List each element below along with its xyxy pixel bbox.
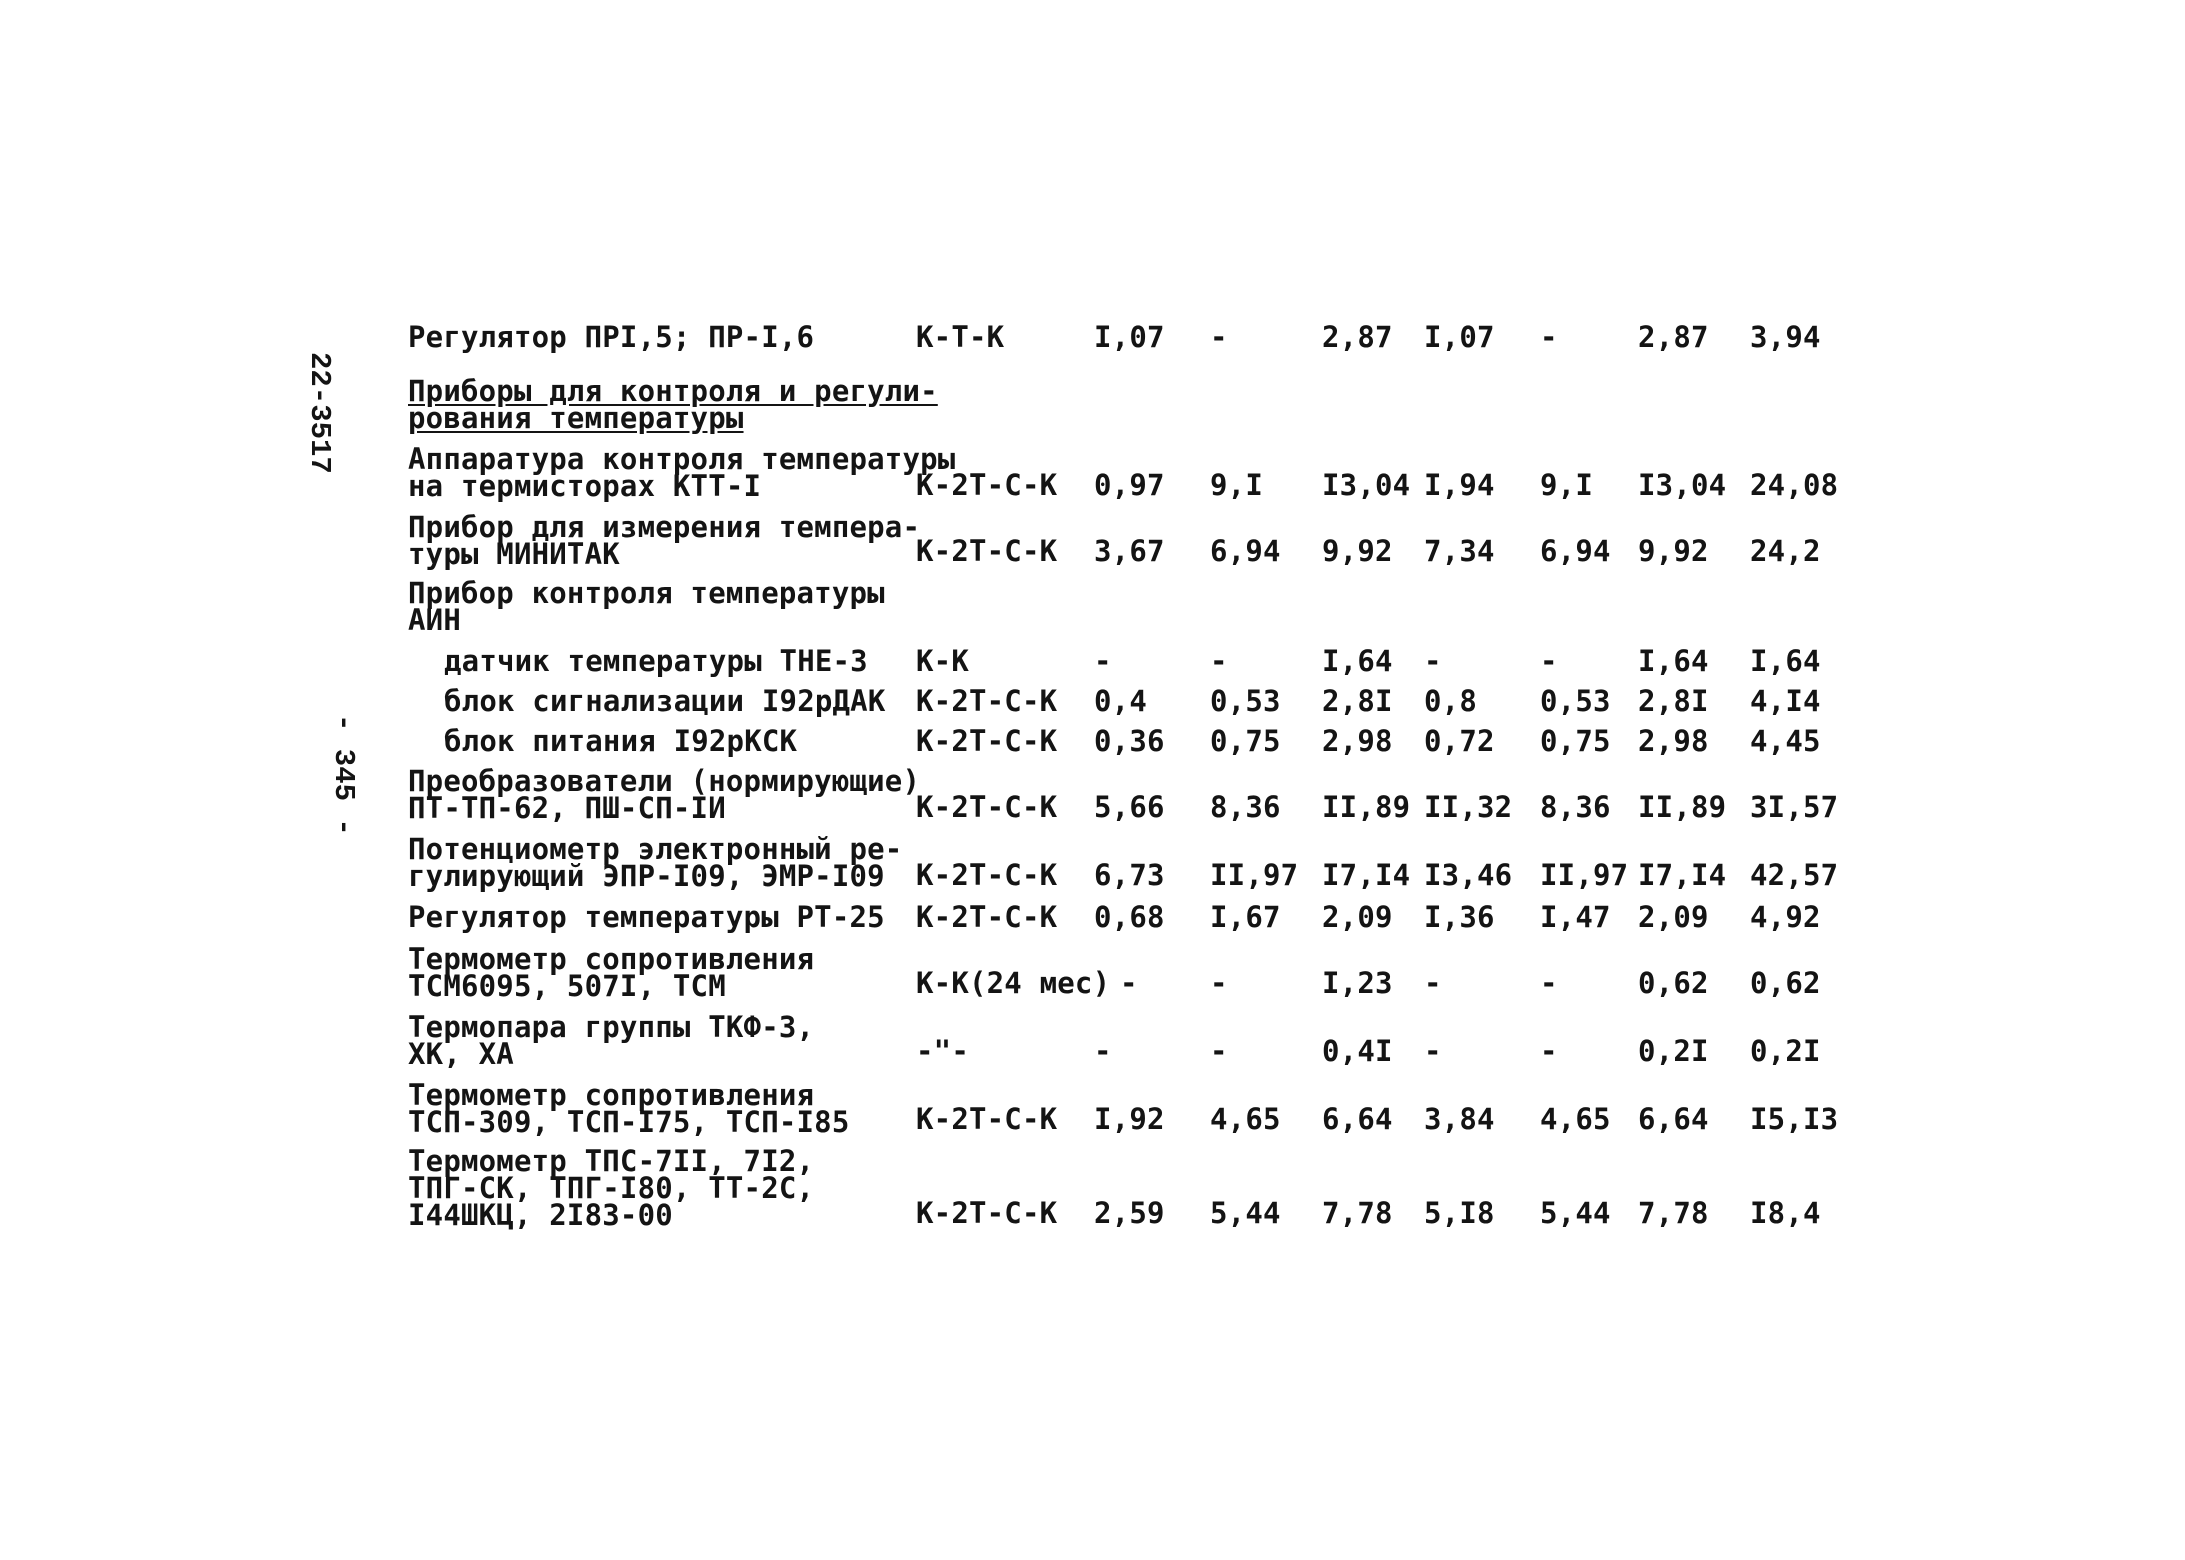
total-cell: 24,2	[1750, 534, 1821, 568]
value-cell: 3,84	[1424, 1102, 1495, 1136]
value-cell: 6,94	[1210, 534, 1281, 568]
value-cell: 0,4I	[1322, 1034, 1393, 1068]
value-cell: II,97	[1540, 858, 1629, 892]
value-cell: 0,36	[1094, 724, 1165, 758]
value-cell: 7,78	[1322, 1196, 1393, 1230]
value-cell: 6,73	[1094, 858, 1165, 892]
value-cell: 0,2I	[1638, 1034, 1709, 1068]
value-cell: 0,75	[1540, 724, 1611, 758]
total-cell: I5,I3	[1750, 1102, 1839, 1136]
value-cell: -	[1094, 644, 1112, 678]
item-name: Регулятор температуры РТ-25	[408, 900, 885, 934]
value-cell: 7,34	[1424, 534, 1495, 568]
total-cell: 4,I4	[1750, 684, 1821, 718]
cost-code: -"-	[916, 1034, 969, 1068]
total-cell: 4,92	[1750, 900, 1821, 934]
item-name: блок питания I92рКСК	[444, 724, 798, 758]
item-name: Потенциометр электронный ре- гулирующий ЭПР-I09, ЭМР-I09	[408, 832, 903, 893]
value-cell: 2,8I	[1322, 684, 1393, 718]
value-cell: I,07	[1424, 320, 1495, 354]
value-cell: I3,46	[1424, 858, 1513, 892]
value-cell: 9,92	[1322, 534, 1393, 568]
item-name: Аппаратура контроля температуры на термисторах КТТ-I	[408, 442, 956, 503]
value-cell: 9,92	[1638, 534, 1709, 568]
cost-code: К-2Т-С-К	[916, 790, 1058, 824]
total-cell: 3I,57	[1750, 790, 1839, 824]
value-cell: 5,44	[1210, 1196, 1281, 1230]
value-cell: 2,8I	[1638, 684, 1709, 718]
page-number: - 345 -	[327, 714, 360, 836]
value-cell: I,92	[1094, 1102, 1165, 1136]
value-cell: 0,62	[1638, 966, 1709, 1000]
item-name: Прибор для измерения темпера- туры МИНИТАК	[408, 510, 921, 571]
item-name: датчик температуры ТНЕ-3	[444, 644, 868, 678]
value-cell: II,89	[1322, 790, 1411, 824]
value-cell: 2,98	[1638, 724, 1709, 758]
value-cell: -	[1424, 1034, 1442, 1068]
cost-code: К-2Т-С-К	[916, 1102, 1058, 1136]
value-cell: 7,78	[1638, 1196, 1709, 1230]
value-cell: 0,53	[1210, 684, 1281, 718]
value-cell: 2,09	[1638, 900, 1709, 934]
value-cell: I,07	[1094, 320, 1165, 354]
item-name: Регулятор ПРI,5; ПР-I,6	[408, 320, 815, 354]
value-cell: I,23	[1322, 966, 1393, 1000]
value-cell: II,97	[1210, 858, 1299, 892]
total-cell: 42,57	[1750, 858, 1839, 892]
value-cell: 2,98	[1322, 724, 1393, 758]
value-cell: -	[1540, 1034, 1558, 1068]
value-cell: 6,64	[1638, 1102, 1709, 1136]
item-name: Термометр сопротивления ТСМ6095, 507I, ТСМ	[408, 942, 815, 1003]
cost-code: К-Т-К	[916, 320, 1005, 354]
value-cell: 4,65	[1210, 1102, 1281, 1136]
value-cell: -	[1424, 644, 1442, 678]
item-name: Преобразователи (нормирующие) ПТ-ТП-62, ПШ-СП-IИ	[408, 764, 921, 825]
value-cell: I7,I4	[1322, 858, 1411, 892]
value-cell: 2,87	[1638, 320, 1709, 354]
value-cell: -	[1210, 320, 1228, 354]
item-name: Термопара группы ТКФ-3, ХК, ХА	[408, 1010, 815, 1071]
cost-code: К-2Т-С-К	[916, 684, 1058, 718]
value-cell: I,64	[1638, 644, 1709, 678]
value-cell: 0,4	[1094, 684, 1147, 718]
value-cell: -	[1120, 966, 1138, 1000]
value-cell: 5,I8	[1424, 1196, 1495, 1230]
cost-code: К-2Т-С-К	[916, 724, 1058, 758]
cost-code: К-2Т-С-К	[916, 858, 1058, 892]
value-cell: -	[1210, 644, 1228, 678]
value-cell: II,89	[1638, 790, 1727, 824]
value-cell: 0,75	[1210, 724, 1281, 758]
value-cell: I,67	[1210, 900, 1281, 934]
value-cell: 8,36	[1540, 790, 1611, 824]
value-cell: 0,97	[1094, 468, 1165, 502]
value-cell: I7,I4	[1638, 858, 1727, 892]
value-cell: 0,72	[1424, 724, 1495, 758]
value-cell: 8,36	[1210, 790, 1281, 824]
value-cell: I3,04	[1638, 468, 1727, 502]
cost-code: К-2Т-С-К	[916, 468, 1058, 502]
value-cell: -	[1210, 966, 1228, 1000]
total-cell: I8,4	[1750, 1196, 1821, 1230]
value-cell: -	[1210, 1034, 1228, 1068]
value-cell: 5,66	[1094, 790, 1165, 824]
value-cell: I,47	[1540, 900, 1611, 934]
total-cell: 0,62	[1750, 966, 1821, 1000]
cost-code: К-2Т-С-К	[916, 900, 1058, 934]
item-name: Термометр сопротивления ТСП-309, ТСП-I75, ТСП-I85	[408, 1078, 850, 1139]
item-name: блок сигнализации I92рДАК	[444, 684, 886, 718]
cost-code: К-2Т-С-К	[916, 1196, 1058, 1230]
value-cell: 6,94	[1540, 534, 1611, 568]
cost-code: К-К(24 мес)	[916, 966, 1111, 1000]
group-title: Прибор контроля температуры АИН	[408, 576, 885, 637]
total-cell: 3,94	[1750, 320, 1821, 354]
value-cell: I3,04	[1322, 468, 1411, 502]
value-cell: 3,67	[1094, 534, 1165, 568]
value-cell: 4,65	[1540, 1102, 1611, 1136]
value-cell: 9,I	[1540, 468, 1593, 502]
value-cell: -	[1540, 966, 1558, 1000]
value-cell: 2,09	[1322, 900, 1393, 934]
value-cell: 2,59	[1094, 1196, 1165, 1230]
value-cell: 9,I	[1210, 468, 1263, 502]
value-cell: 2,87	[1322, 320, 1393, 354]
value-cell: 0,68	[1094, 900, 1165, 934]
item-name: Термометр ТПС-7II, 7I2, ТПГ-СК, ТПГ-I80, ТТ-2С, I44ШКЦ, 2I83-00	[408, 1144, 815, 1232]
value-cell: -	[1540, 320, 1558, 354]
value-cell: I,64	[1322, 644, 1393, 678]
value-cell: -	[1540, 644, 1558, 678]
value-cell: 6,64	[1322, 1102, 1393, 1136]
section-heading: Приборы для контроля и регули- рования температуры	[408, 374, 938, 435]
value-cell: 0,53	[1540, 684, 1611, 718]
cost-code: К-К	[916, 644, 969, 678]
total-cell: 0,2I	[1750, 1034, 1821, 1068]
value-cell: 5,44	[1540, 1196, 1611, 1230]
value-cell: 0,8	[1424, 684, 1477, 718]
total-cell: I,64	[1750, 644, 1821, 678]
value-cell: -	[1094, 1034, 1112, 1068]
value-cell: -	[1424, 966, 1442, 1000]
value-cell: I,94	[1424, 468, 1495, 502]
total-cell: 4,45	[1750, 724, 1821, 758]
cost-code: К-2Т-С-К	[916, 534, 1058, 568]
document-code: 22-3517	[303, 352, 336, 474]
total-cell: 24,08	[1750, 468, 1839, 502]
value-cell: I,36	[1424, 900, 1495, 934]
value-cell: II,32	[1424, 790, 1513, 824]
